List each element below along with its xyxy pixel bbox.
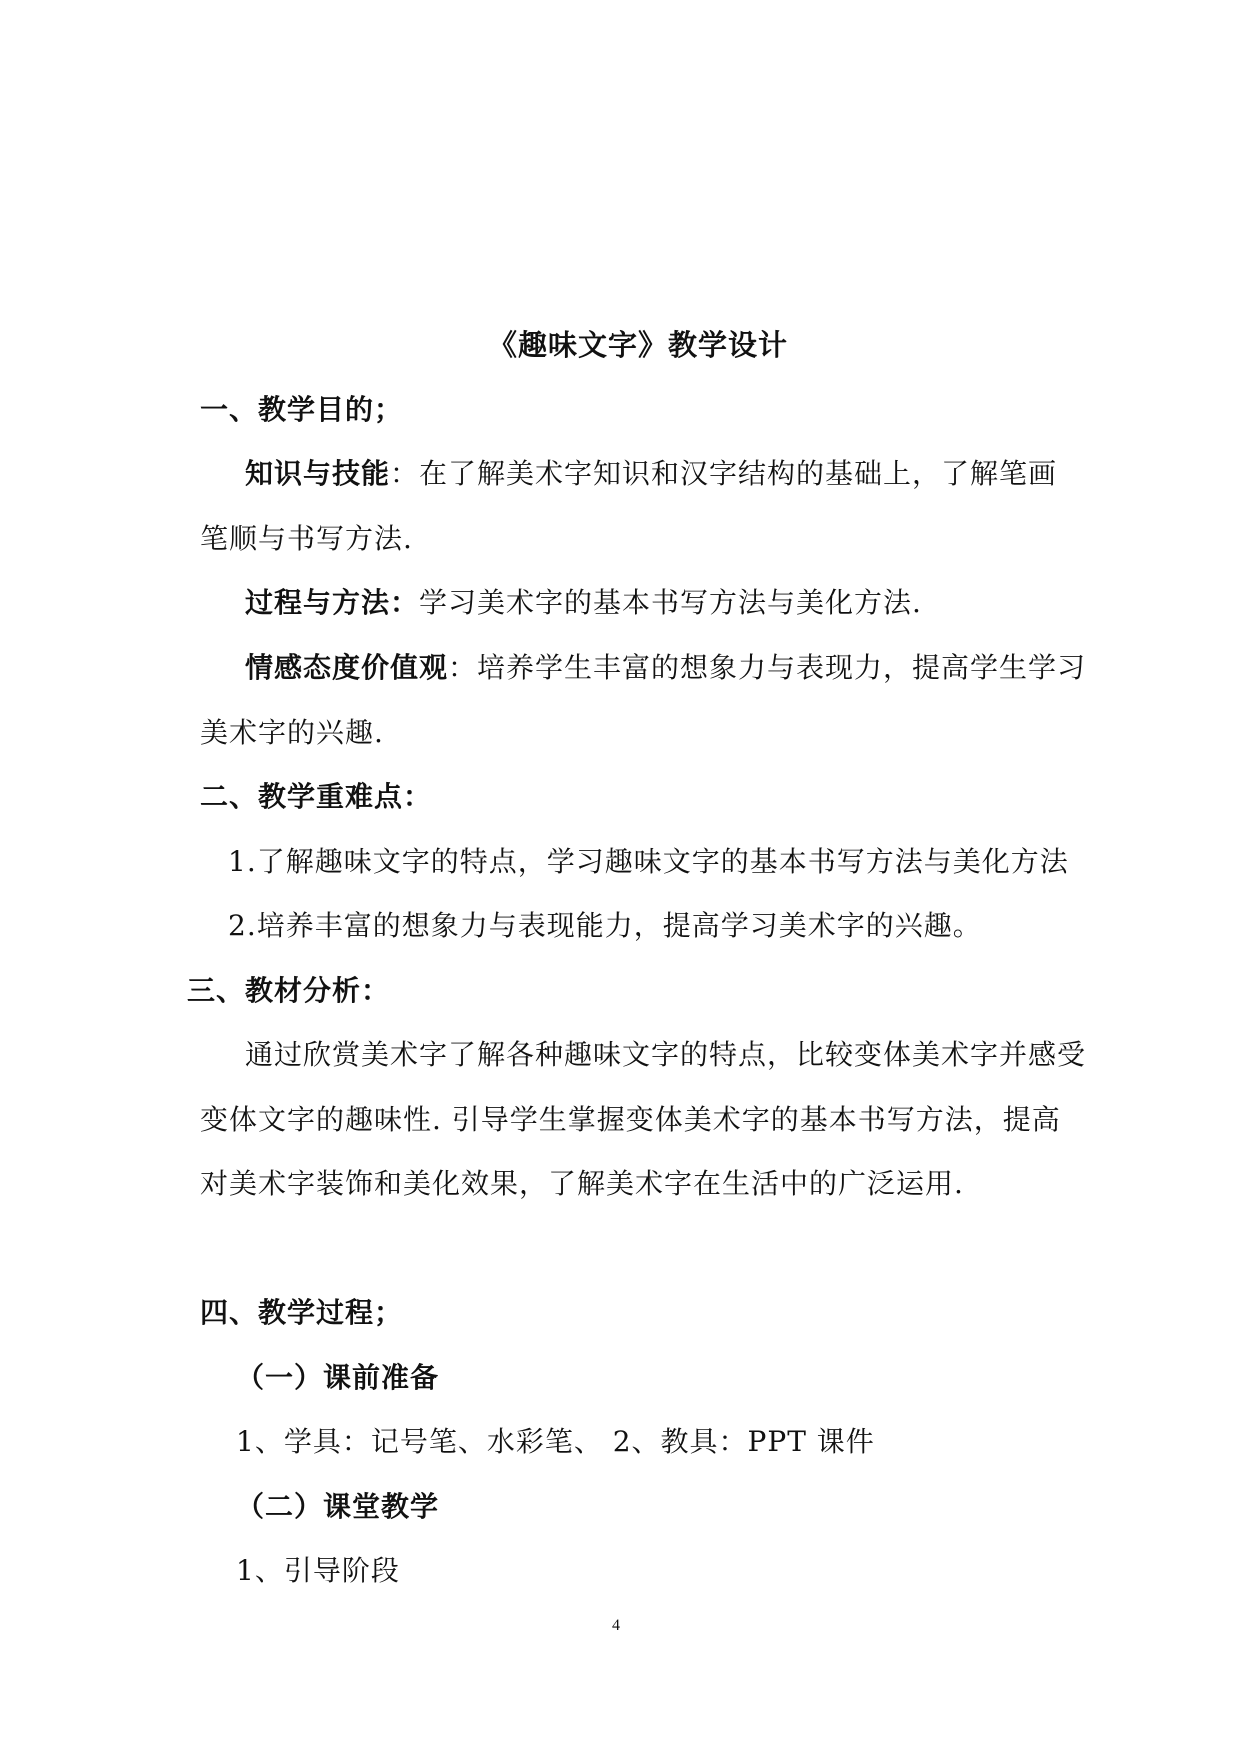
- process-methods-line: [245, 585, 922, 621]
- analysis-line2: 变体文字的趣味性. 引导学生掌握变体美术字的基本书写方法，提高: [200, 1103, 1061, 1136]
- emotion-values-line2: 美术字的兴趣.: [200, 716, 384, 749]
- section2-heading: 二、教学重难点：: [200, 780, 433, 813]
- page-number: 4: [612, 1617, 620, 1634]
- analysis-line3: 对美术字装饰和美化效果，了解美术字在生活中的广泛运用.: [200, 1167, 964, 1200]
- emotion-values-text: ：培养学生丰富的想象力与表现力，提高学生学习: [448, 651, 1087, 684]
- analysis-line1: 通过欣赏美术字了解各种趣味文字的特点，比较变体美术字并感受: [245, 1038, 1087, 1071]
- key-point-1: 1.了解趣味文字的特点，学习趣味文字的基本书写方法与美化方法: [228, 845, 1069, 878]
- classroom-heading: （二）课堂教学: [236, 1490, 440, 1523]
- tools-line: 1、学具：记号笔、水彩笔、 2、教具：PPT 课件: [236, 1425, 875, 1458]
- emotion-values-label: 情感态度价值观: [245, 651, 449, 684]
- knowledge-skills-label: 知识与技能: [245, 457, 391, 490]
- section4-heading: 四、教学过程；: [200, 1296, 404, 1329]
- emotion-values-line1: [245, 650, 1086, 686]
- pre-class-heading: （一）课前准备: [236, 1361, 440, 1394]
- step-1: 1、引导阶段: [236, 1554, 400, 1587]
- process-methods-text: 学习美术字的基本书写方法与美化方法.: [419, 586, 922, 619]
- knowledge-skills-text: ：在了解美术字知识和汉字结构的基础上，了解笔画: [390, 457, 1058, 490]
- process-methods-label: 过程与方法：: [245, 586, 420, 619]
- section1-heading: 一、教学目的；: [200, 393, 404, 426]
- knowledge-skills-line2: 笔顺与书写方法.: [200, 522, 413, 555]
- key-point-2: 2.培养丰富的想象力与表现能力，提高学习美术字的兴趣。: [228, 909, 982, 942]
- knowledge-skills-line1: [245, 456, 1057, 492]
- section3-heading: 三、教材分析：: [187, 974, 391, 1007]
- document-title: 《趣味文字》教学设计: [488, 328, 789, 362]
